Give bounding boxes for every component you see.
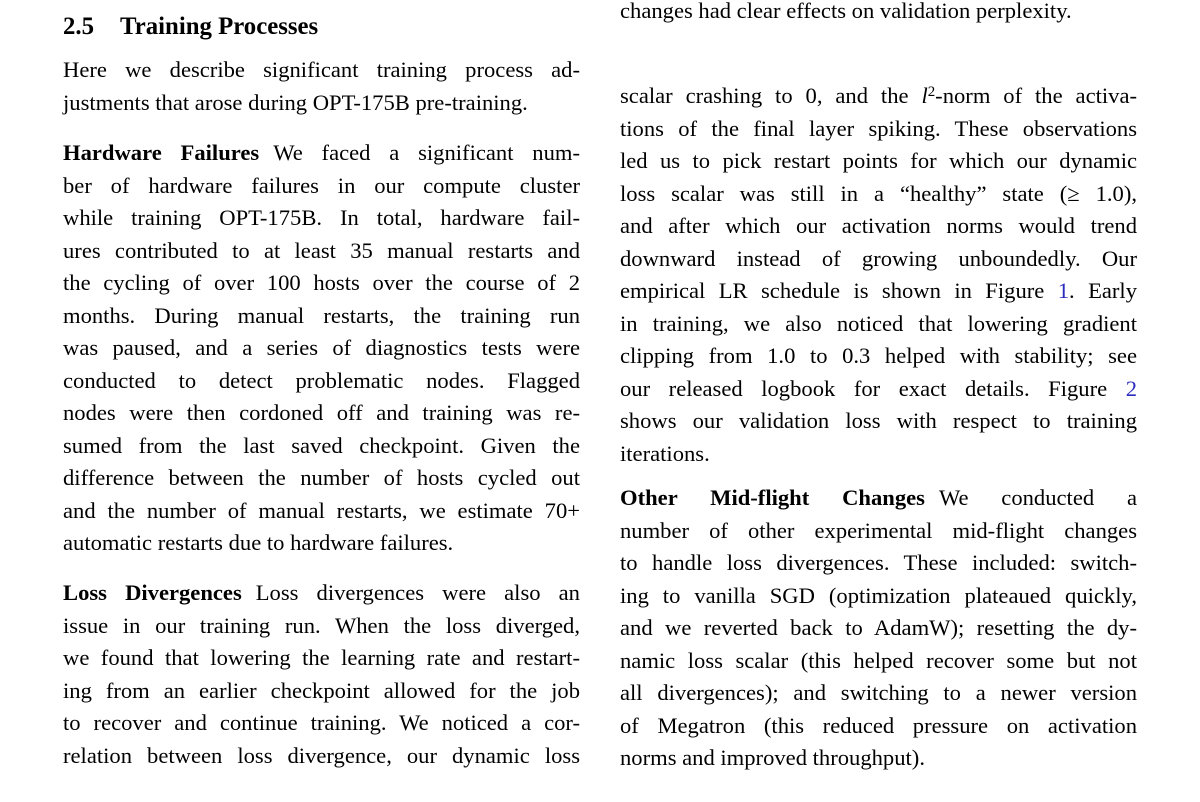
text-segment: namic loss scalar (this helped recover some but not — [620, 647, 1137, 673]
loss-divergences-label: Loss Divergences — [63, 580, 242, 605]
right-column — [620, 0, 1137, 802]
figure-2-link[interactable]: 2 — [1125, 375, 1137, 401]
text-line — [620, 308, 1137, 341]
text-line — [63, 54, 580, 87]
math-italic-l: l — [921, 83, 928, 109]
text-segment: nodes were then cordoned off and training was re- — [63, 400, 580, 425]
text-segment: number of other experimental mid-flight changes — [620, 517, 1137, 543]
text-segment: difference between the number of hosts cycled out — [63, 465, 580, 490]
text-line — [63, 610, 580, 643]
text-line — [620, 275, 1137, 308]
text-line — [63, 332, 580, 365]
text-segment: norms and improved throughput). — [620, 745, 925, 770]
text-line — [620, 710, 1137, 743]
text-segment: led us to pick restart points for which our dynamic — [620, 148, 1137, 174]
text-segment: months. During manual restarts, the training run — [63, 302, 580, 328]
text-line — [63, 300, 580, 333]
section-number: 2.5 — [63, 13, 94, 40]
text-segment: ures contributed to at least 35 manual restarts and — [63, 237, 580, 263]
text-segment: sumed from the last saved checkpoint. Given the — [63, 432, 580, 458]
text-segment: iterations. — [620, 440, 710, 466]
text-segment: all divergences); and switching to a newer version — [620, 680, 1137, 705]
text-line — [63, 170, 580, 203]
text-segment: the cycling of over 100 hosts over the course of 2 — [63, 270, 580, 295]
text-segment: . Early — [1069, 278, 1137, 304]
text-line — [63, 397, 580, 430]
text-line — [620, 145, 1137, 178]
text-line — [620, 405, 1137, 438]
text-line — [63, 462, 580, 495]
text-segment: automatic restarts due to hardware failures. — [63, 530, 454, 555]
text-segment: scalar crashing to 0, and the — [620, 83, 922, 109]
text-line — [620, 482, 1137, 515]
text-segment: We faced a significant num- — [273, 140, 580, 165]
text-segment: changes had clear effects on validation perplexity. — [620, 0, 1072, 23]
text-line — [63, 235, 580, 268]
text-line — [63, 740, 580, 773]
text-segment: and after which our activation norms would trend — [620, 213, 1137, 239]
left-column — [63, 0, 580, 802]
text-segment: ber of hardware failures in our compute cluster — [63, 172, 580, 198]
text-line — [620, 515, 1137, 548]
section-title: Training Processes — [120, 13, 319, 40]
text-line — [63, 87, 580, 120]
text-line — [620, 113, 1137, 146]
text-line — [63, 430, 580, 463]
text-segment: clipping from 1.0 to 0.3 helped with stability; see — [620, 343, 1137, 369]
text-line — [620, 645, 1137, 678]
text-line — [620, 76, 1137, 113]
text-line — [63, 527, 580, 560]
section-heading — [63, 12, 580, 42]
text-line — [620, 547, 1137, 580]
text-segment: in training, we also noticed that lowering gradient — [620, 310, 1137, 336]
figure-1-link[interactable]: 1 — [1057, 278, 1070, 304]
text-line — [63, 707, 580, 740]
text-line — [620, 580, 1137, 613]
text-segment: We conducted a — [938, 485, 1137, 510]
text-segment: our released logbook for exact details. Figure — [620, 375, 1126, 401]
text-line — [620, 178, 1137, 211]
intro-paragraph — [63, 54, 580, 119]
text-line — [620, 340, 1137, 373]
text-line — [620, 0, 1137, 28]
text-line — [620, 742, 1137, 775]
text-segment: Here we describe significant training process ad- — [63, 57, 580, 82]
text-line — [620, 210, 1137, 243]
other-midflight-changes-paragraph — [620, 482, 1137, 775]
text-line — [63, 675, 580, 708]
carryover-line-paragraph — [620, 0, 1137, 28]
text-line — [620, 438, 1137, 471]
text-segment: loss scalar was still in a “healthy” state (≥ 1.0), — [620, 180, 1137, 206]
text-line — [620, 612, 1137, 645]
hardware-failures-paragraph — [63, 137, 580, 560]
text-line — [63, 137, 580, 170]
superscript-2: 2 — [927, 84, 936, 100]
text-segment: to handle loss divergences. These included: switch- — [620, 550, 1137, 575]
text-line — [63, 642, 580, 675]
text-segment: to recover and continue training. We noticed a cor- — [63, 710, 580, 735]
text-segment: and the number of manual restarts, we estimate 70+ — [63, 497, 580, 523]
text-segment: of Megatron (this reduced pressure on activation — [620, 712, 1137, 738]
other-midflight-changes-label: Other Mid-flight Changes — [620, 485, 925, 510]
text-line — [63, 202, 580, 235]
text-segment: tions of the final layer spiking. These observations — [620, 115, 1137, 141]
text-segment: Loss divergences were also an — [255, 580, 580, 605]
text-segment: justments that arose during OPT-175B pre-training. — [63, 89, 528, 115]
text-segment: conducted to detect problematic nodes. Flagged — [63, 367, 580, 393]
text-line — [63, 577, 580, 610]
loss-scalar-paragraph — [620, 76, 1137, 470]
text-segment: relation between loss divergence, our dynamic loss — [63, 742, 580, 768]
text-segment: ing from an earlier checkpoint allowed for the job — [63, 677, 580, 703]
text-segment: was paused, and a series of diagnostics tests were — [63, 335, 580, 360]
text-line — [63, 365, 580, 398]
text-line — [620, 243, 1137, 276]
text-line — [620, 677, 1137, 710]
text-segment: shows our validation loss with respect to training — [620, 408, 1137, 434]
loss-divergences-paragraph — [63, 577, 580, 772]
text-segment: -norm of the activa- — [935, 83, 1138, 109]
text-line — [620, 373, 1137, 406]
text-segment: ing to vanilla SGD (optimization plateaued quickly, — [620, 582, 1137, 608]
text-segment: we found that lowering the learning rate and restart- — [63, 645, 580, 670]
hardware-failures-label: Hardware Failures — [63, 140, 260, 165]
text-segment: downward instead of growing unboundedly. Our — [620, 245, 1137, 271]
text-segment: while training OPT-175B. In total, hardware fail- — [63, 205, 580, 230]
text-line — [63, 267, 580, 300]
text-segment: and we reverted back to AdamW); resetting the dy- — [620, 615, 1137, 640]
text-line — [63, 495, 580, 528]
text-segment: empirical LR schedule is shown in Figure — [620, 278, 1058, 304]
text-segment: issue in our training run. When the loss diverged, — [63, 612, 580, 638]
